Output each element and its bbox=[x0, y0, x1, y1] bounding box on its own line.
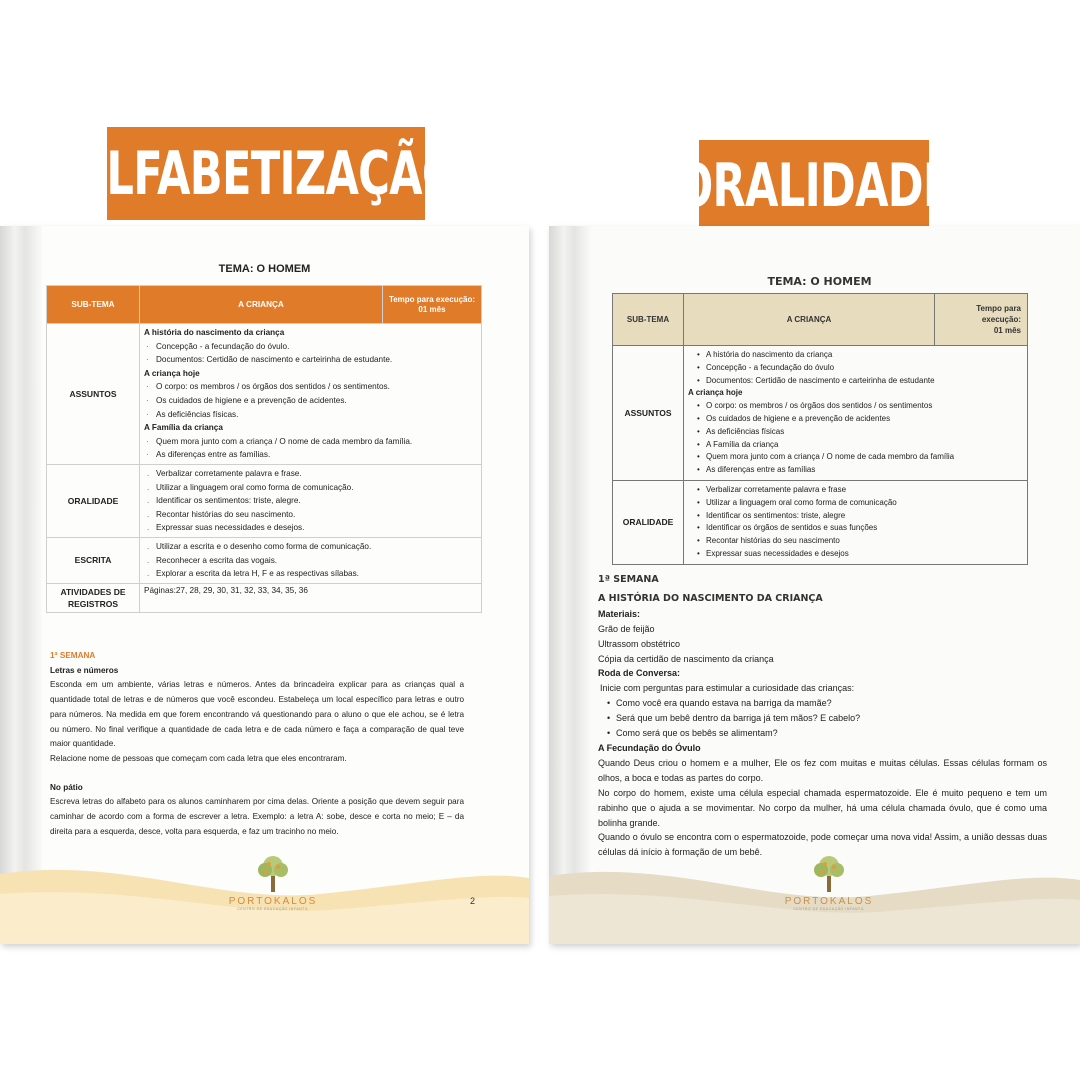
page-title: TEMA: O HOMEM bbox=[767, 275, 872, 288]
row-label-atividades: ATIVIDADES DE REGISTROS bbox=[47, 583, 140, 612]
list-item: • Expressar suas necessidades e desejos bbox=[688, 548, 1023, 561]
logo-text: PORTOKALOS bbox=[228, 896, 318, 907]
header-tempo bbox=[383, 286, 482, 324]
banner-alfabetizacao bbox=[73, 127, 459, 220]
paragraph: Esconda em um ambiente, várias letras e números. Antes da brincadeira explicar para as crianças qual a quantidade total de letras e de números que você escondeu. Estabeleça um local específico para letras e outro para números. Na medida em que forem encontrando vá questionando para o aluno o que ele achou, se é letra ou número. No final verifique a quantidade de cada letra e de cada número e faça a comparação de qual teve maior quantidade. bbox=[50, 680, 464, 749]
list-item: . Expressar suas necessidades e desejos. bbox=[144, 521, 477, 535]
escrita-list bbox=[140, 537, 482, 583]
page-title: TEMA: O HOMEM bbox=[218, 263, 311, 275]
row-label-oralidade: ORALIDADE bbox=[613, 480, 684, 564]
list-item: • Os cuidados de higiene e a prevenção de acidentes bbox=[688, 413, 1023, 426]
header-tempo-value: 01 mês bbox=[993, 326, 1021, 335]
section-fecundacao: A Fecundação do Óvulo bbox=[598, 742, 701, 753]
semana-heading: 1ª SEMANA bbox=[50, 651, 96, 660]
tree-icon bbox=[810, 854, 848, 894]
list-item: • As deficiências físicas bbox=[688, 426, 1023, 439]
list-item: · Quem mora junto com a criança / O nome de cada membro da família. bbox=[144, 435, 477, 449]
list-item: A criança hoje bbox=[688, 388, 743, 398]
list-item: • Quem mora junto com a criança / O nome de cada membro da família bbox=[688, 451, 1023, 464]
row-label-escrita: ESCRITA bbox=[47, 537, 140, 583]
banner-oralidade-text: ORALIDADE bbox=[676, 150, 952, 221]
list-item: • Identificar os sentimentos: triste, alegre bbox=[688, 510, 1023, 523]
section-historia-nascimento: A HISTÓRIA DO NASCIMENTO DA CRIANÇA bbox=[598, 592, 823, 604]
logo-subtitle: CENTRO DE EDUCAÇÃO INFANTIL bbox=[793, 907, 865, 911]
left-activities bbox=[50, 649, 464, 839]
list-item: A criança hoje bbox=[144, 368, 200, 378]
list-item: • Utilizar a linguagem oral como forma de comunicação bbox=[688, 497, 1023, 510]
list-item: · Os cuidados de higiene e a prevenção de acidentes. bbox=[144, 394, 477, 408]
oralidade-list bbox=[684, 480, 1028, 564]
roda-questions bbox=[598, 696, 1047, 741]
list-item: • O corpo: os membros / os órgãos dos sentidos / os sentimentos bbox=[688, 400, 1023, 413]
page-number: 2 bbox=[470, 896, 476, 906]
book-page-alfabetizacao bbox=[0, 226, 529, 944]
assuntos-list bbox=[140, 324, 482, 465]
list-item: • Verbalizar corretamente palavra e frase bbox=[688, 484, 1023, 497]
right-activities bbox=[598, 573, 1047, 860]
row-label-assuntos: ASSUNTOS bbox=[47, 324, 140, 465]
oralidade-list bbox=[140, 464, 482, 537]
book-page-oralidade bbox=[549, 226, 1080, 944]
list-item: . Utilizar a linguagem oral como forma de comunicação. bbox=[144, 481, 477, 495]
list-item: • Será que um bebê dentro da barriga já tem mãos? E cabelo? bbox=[598, 711, 1047, 726]
list-item: · O corpo: os membros / os órgãos dos sentidos / os sentimentos. bbox=[144, 380, 477, 394]
list-item: • Como você era quando estava na barriga da mamãe? bbox=[598, 696, 1047, 711]
header-crianca: A CRIANÇA bbox=[140, 286, 383, 324]
book-spine bbox=[549, 226, 591, 944]
header-subtema: SUB-TEMA bbox=[47, 286, 140, 324]
assuntos-list bbox=[684, 346, 1028, 481]
list-item: · As deficiências físicas. bbox=[144, 408, 477, 422]
list-item: A Família da criança bbox=[144, 423, 223, 433]
list-item: • Documentos: Certidão de nascimento e carteirinha de estudante bbox=[688, 375, 1023, 388]
list-item: • As diferenças entre as famílias bbox=[688, 464, 1023, 477]
portokalos-logo bbox=[769, 854, 889, 911]
list-item: Cópia da certidão de nascimento da criança bbox=[598, 653, 774, 664]
list-item: · As diferenças entre as famílias. bbox=[144, 448, 477, 462]
section-no-patio: No pátio bbox=[50, 782, 83, 792]
paragraph: Relacione nome de pessoas que começam com cada letra que eles encontraram. bbox=[50, 753, 347, 763]
banner-oralidade bbox=[676, 140, 952, 231]
list-item: • A história do nascimento da criança bbox=[688, 349, 1023, 362]
header-tempo bbox=[935, 294, 1028, 346]
paragraph: Quando o óvulo se encontra com o espermatozoide, pode começar uma nova vida! Assim, a união dessas duas células dá início à formação de um bebê. bbox=[598, 832, 1047, 858]
list-item: . Reconhecer a escrita das vogais. bbox=[144, 554, 477, 568]
list-item: • Como será que os bebês se alimentam? bbox=[598, 726, 1047, 741]
logo-subtitle: CENTRO DE EDUCAÇÃO INFANTIL bbox=[237, 907, 309, 911]
list-item: • A Família da criança bbox=[688, 439, 1023, 452]
list-item: · Documentos: Certidão de nascimento e carteirinha de estudante. bbox=[144, 353, 477, 367]
header-tempo-label: Tempo para execução: bbox=[388, 294, 476, 304]
list-item: A história do nascimento da criança bbox=[144, 328, 285, 337]
list-item: • Identificar os órgãos de sentidos e suas funções bbox=[688, 522, 1023, 535]
list-item: . Explorar a escrita da letra H, F e as respectivas sílabas. bbox=[144, 567, 477, 581]
book-spine bbox=[0, 226, 42, 944]
row-label-assuntos: ASSUNTOS bbox=[613, 346, 684, 481]
list-item: . Utilizar a escrita e o desenho como forma de comunicação. bbox=[144, 540, 477, 554]
portokalos-logo bbox=[213, 854, 333, 911]
list-item: . Recontar histórias do seu nascimento. bbox=[144, 508, 477, 522]
list-item: • Recontar histórias do seu nascimento bbox=[688, 535, 1023, 548]
header-tempo-label: Tempo para execução: bbox=[976, 304, 1021, 324]
paragraph: No corpo do homem, existe uma célula especial chamada espermatozoide. Ele é muito pequeno e tem um rabinho que o ajuda a se movimentar. No corpo da mulher, há uma célula chamada óvulo, que é como uma bolinha grande. bbox=[598, 787, 1047, 828]
list-item: . Verbalizar corretamente palavra e frase. bbox=[144, 467, 477, 481]
list-item: . Identificar os sentimentos: triste, alegre. bbox=[144, 494, 477, 508]
banner-alfabetizacao-text: ALFABETIZAÇÃO bbox=[73, 138, 459, 209]
materiais-label: Materiais: bbox=[598, 608, 641, 619]
tree-icon bbox=[254, 854, 292, 894]
plan-table bbox=[46, 285, 482, 613]
header-subtema: SUB-TEMA bbox=[613, 294, 684, 346]
paragraph: Quando Deus criou o homem e a mulher, Ele os fez com muitas e muitas células. Essas células formam os olhos, a boca e todas as partes do corpo. bbox=[598, 757, 1047, 783]
header-tempo-value: 01 mês bbox=[418, 304, 446, 314]
list-item: • Concepção - a fecundação do óvulo bbox=[688, 362, 1023, 375]
list-item: Ultrassom obstétrico bbox=[598, 638, 681, 649]
roda-label: Roda de Conversa: bbox=[598, 668, 681, 679]
list-item: Grão de feijão bbox=[598, 623, 655, 634]
plan-table bbox=[612, 293, 1028, 565]
list-item: · Concepção - a fecundação do óvulo. bbox=[144, 340, 477, 354]
semana-heading: 1ª SEMANA bbox=[598, 574, 659, 585]
header-crianca: A CRIANÇA bbox=[684, 294, 935, 346]
atividades-pages: Páginas:27, 28, 29, 30, 31, 32, 33, 34, 35, 36 bbox=[140, 583, 482, 612]
row-label-oralidade: ORALIDADE bbox=[47, 464, 140, 537]
materiais-list bbox=[598, 622, 1047, 667]
roda-intro: Inicie com perguntas para estimular a curiosidade das crianças: bbox=[600, 683, 855, 694]
section-letras-numeros: Letras e números bbox=[50, 665, 119, 675]
logo-text: PORTOKALOS bbox=[784, 896, 874, 907]
paragraph: Escreva letras do alfabeto para os alunos caminharem por cima delas. Oriente a posição que devem seguir para caminhar de acordo com a forma de escrever a letra. Exemplo: a letra A: sobe, desce e corta no meio; E – da direita para a esquerda, desce, volta para esquerda, e faz um tracinho no meio. bbox=[50, 797, 464, 836]
